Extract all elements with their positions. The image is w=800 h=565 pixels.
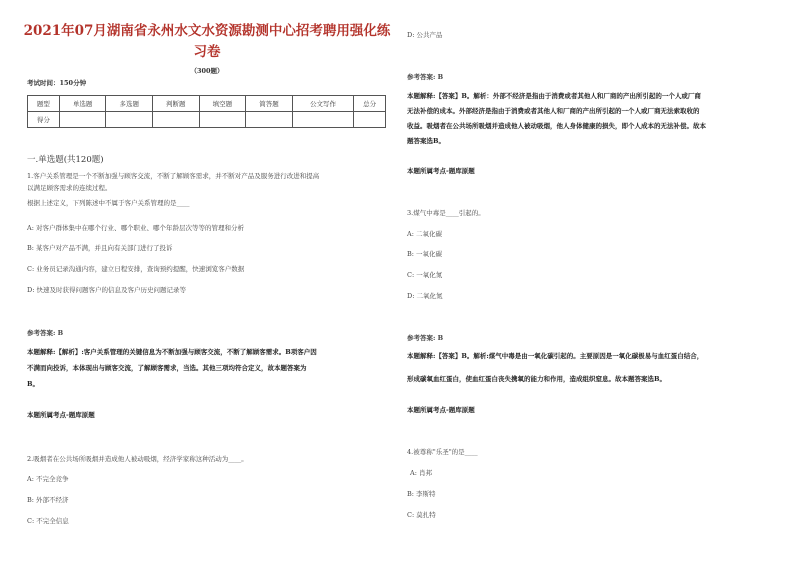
q2-option-b: B: 外部不经济 xyxy=(27,496,69,504)
q2-explanation-line: 收益。吸烟者在公共场所吸烟并造成他人被动吸烟，他人身体健康的损失，即个人成本的无法补偿。故本 xyxy=(407,122,706,130)
total-score-note: （300题） xyxy=(190,67,224,75)
q2-stem: 2.吸烟者在公共场所吸烟并造成他人被动吸烟，经济学家称这种活动为____。 xyxy=(27,455,248,463)
q4-stem: 4.被尊称"乐圣"的是____ xyxy=(407,448,478,456)
score-table-header: 简答题 xyxy=(246,96,293,112)
score-cell xyxy=(153,112,200,128)
q3-option-b: B: 一氧化碳 xyxy=(407,250,443,258)
score-cell xyxy=(292,112,353,128)
q3-category: 本题所属考点-题库原题 xyxy=(407,406,475,414)
q1-stem-line: 根据上述定义，下列陈述中不属于客户关系管理的是____ xyxy=(27,199,190,207)
q3-option-c: C: 一氧化氮 xyxy=(407,271,443,279)
q1-category: 本题所属考点-题库原题 xyxy=(27,411,95,419)
score-table-header: 总分 xyxy=(354,96,386,112)
score-cell xyxy=(59,112,106,128)
q3-stem: 3.煤气中毒是____引起的。 xyxy=(407,209,485,217)
score-table-header: 多选题 xyxy=(106,96,153,112)
q1-explanation-line: B。 xyxy=(27,380,39,388)
exam-time: 考试时间：150分钟 xyxy=(27,79,87,87)
q1-option-c: C: 业务员记录沟通内容，建立日程安排，查询预约提醒，快速浏览客户数据 xyxy=(27,265,245,273)
q4-option-c: C: 莫扎特 xyxy=(407,511,436,519)
q2-option-d: D: 公共产品 xyxy=(407,31,443,39)
score-cell xyxy=(246,112,293,128)
score-table-header-row xyxy=(28,96,386,112)
q3-explanation-line: 本题解释:【答案】B。解析:煤气中毒是由一氧化碳引起的。主要原因是一氧化碳极易与血红蛋白结合， xyxy=(407,352,704,360)
q1-answer: 参考答案: B xyxy=(27,329,64,337)
q2-answer: 参考答案: B xyxy=(407,73,444,81)
q2-explanation-line: 本题解释:【答案】B。解析：外部不经济是指由于消费或者其他人和厂商的产出所引起的一个人或厂商 xyxy=(407,92,701,100)
q2-option-c: C: 不完全信息 xyxy=(27,517,69,525)
q1-stem-line: 1.客户关系管理是一个不断加强与顾客交流，不断了解顾客需求，并不断对产品及服务进行改进和提高 xyxy=(27,172,320,180)
q2-option-a: A: 不完全竞争 xyxy=(27,475,69,483)
q1-option-d: D: 快速及时获得问题客户的信息及客户历史问题记录等 xyxy=(27,286,186,294)
q1-option-b: B: 某客户对产品不满，并且向有关部门进行了投诉 xyxy=(27,244,173,252)
score-cell xyxy=(354,112,386,128)
score-table-header: 单选题 xyxy=(59,96,106,112)
score-row-label: 得分 xyxy=(28,112,60,128)
document-title: 2021年07月湖南省永州水文水资源勘测中心招考聘用强化练习卷 xyxy=(23,23,391,60)
q2-category: 本题所属考点-题库原题 xyxy=(407,167,475,175)
q3-option-a: A: 二氧化碳 xyxy=(407,230,442,238)
q1-option-a: A: 对客户群体集中在哪个行业、哪个职业、哪个年龄层次等等的管理和分析 xyxy=(27,224,244,232)
q3-option-d: D: 二氧化氮 xyxy=(407,292,443,300)
q3-answer: 参考答案: B xyxy=(407,334,444,342)
q4-option-a: A: 肖邦 xyxy=(410,469,432,477)
score-table-header: 判断题 xyxy=(153,96,200,112)
section-heading: 一.单选题(共120题) xyxy=(27,155,104,165)
q3-explanation-line: 形成碳氧血红蛋白，使血红蛋白丧失携氧的能力和作用，造成组织窒息。故本题答案选B。 xyxy=(407,375,666,383)
score-table-score-row xyxy=(28,112,386,128)
score-table-header: 题型 xyxy=(28,96,60,112)
q1-stem-line: 以满足顾客需求的连续过程。 xyxy=(27,184,112,192)
q2-explanation-line: 题答案选B。 xyxy=(407,137,445,145)
score-table-header: 填空题 xyxy=(199,96,246,112)
q1-explanation-line: 本题解释:【解析】:客户关系管理的关键信息为不断加强与顾客交流，不断了解顾客需求。B项客户因 xyxy=(27,348,317,356)
score-table xyxy=(27,95,386,128)
score-cell xyxy=(106,112,153,128)
score-table-header: 公文写作 xyxy=(292,96,353,112)
q4-option-b: B: 李斯特 xyxy=(407,490,436,498)
score-cell xyxy=(199,112,246,128)
q1-explanation-line: 不满而向投诉，本体现出与顾客交流，了解顾客需求，当选。其他三项均符合定义，故本题答案为 xyxy=(27,364,307,372)
q2-explanation-line: 无法补偿的成本。外部经济是指由于消费或者其他人和厂商的产出所引起的一个人或厂商无法索取收的 xyxy=(407,107,700,115)
